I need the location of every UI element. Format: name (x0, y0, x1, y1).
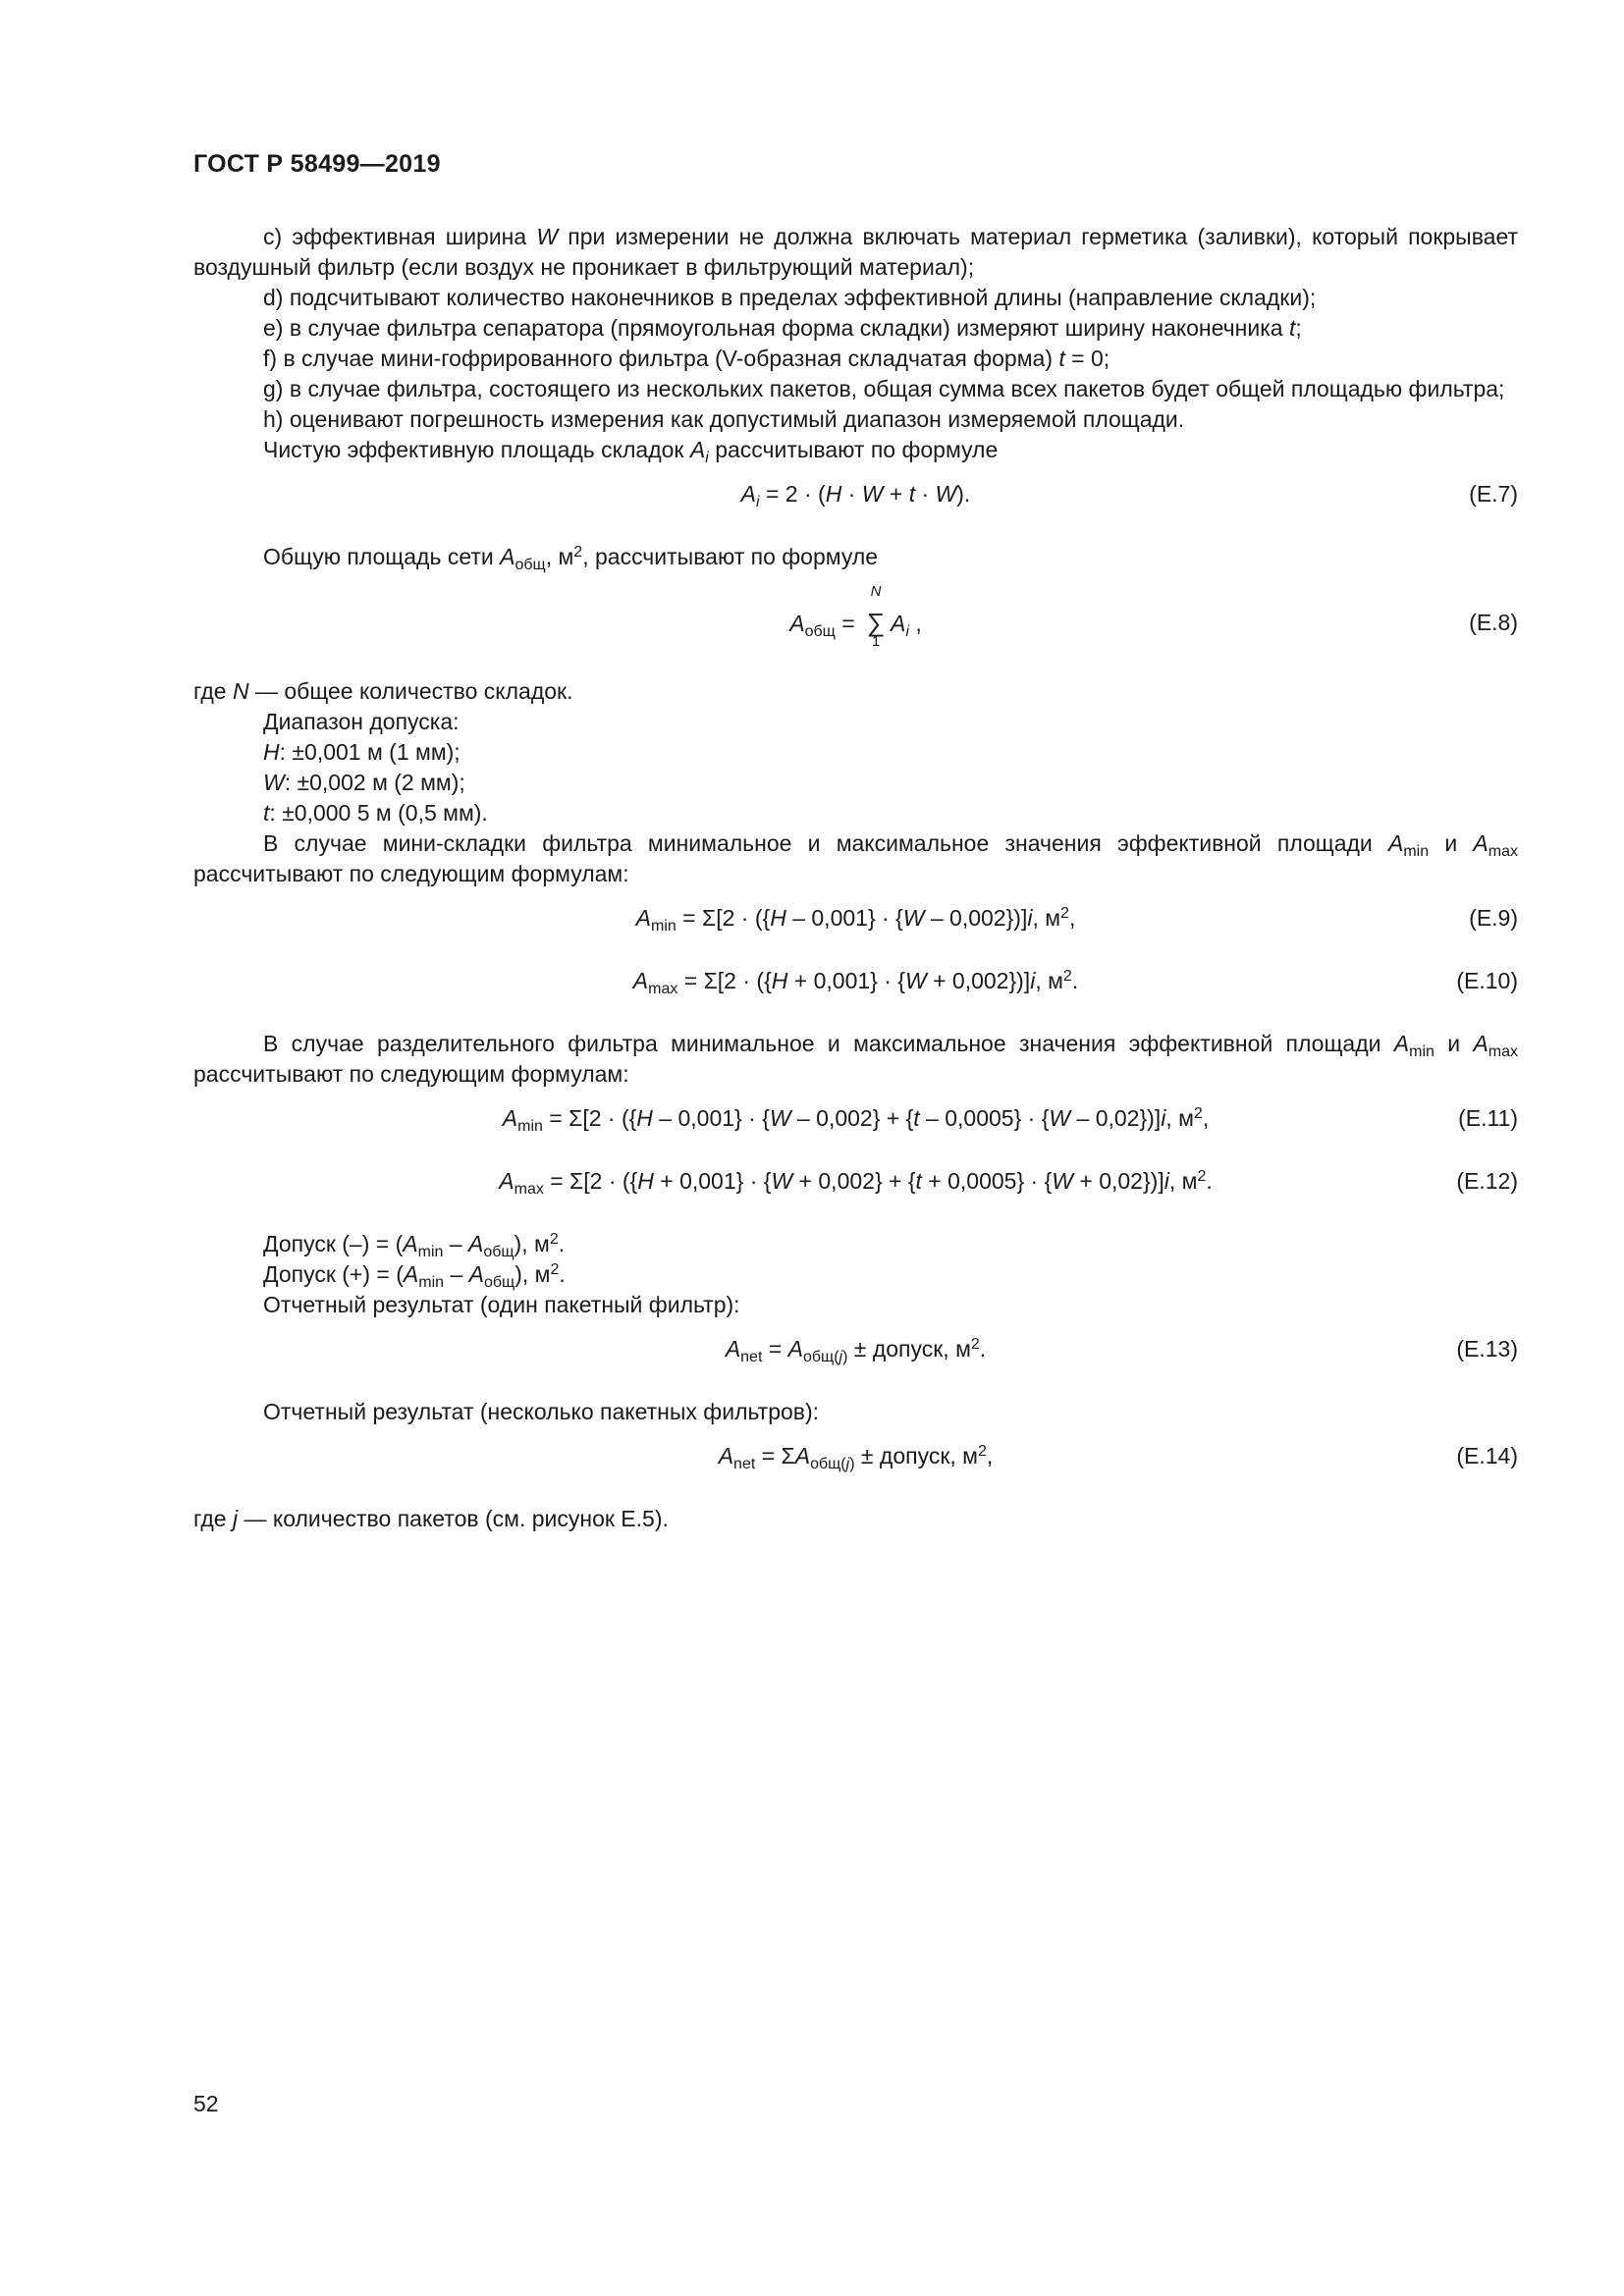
formula: $A_{net} = \Sigma A_{общ(j)}$ ± допуск, $м^2$, (718, 1443, 994, 1472)
list-item-d: d) подсчитывают количество наконечников в пределах эффективной длины (направление складки); (263, 285, 1317, 310)
equation-number: (Е.12) (1456, 1168, 1518, 1194)
formula: $A_{min} = \Sigma[2 \cdot (\{H - 0,001\} \cdot \{W - 0,002\})]i$, $м^2$, (635, 905, 1076, 934)
tolerance-w: W: ±0,002 м (2 мм); (263, 770, 465, 795)
formula: $A_{общ}$ = N ∑ 1 $A_i$ , (789, 583, 922, 650)
formula: $A_{net} = A_{общ(j)}$ ± допуск, $м^2$. (725, 1336, 987, 1365)
equation-number: (Е.10) (1456, 968, 1518, 993)
tolerance-t: t: ±0,000 5 м (0,5 мм). (263, 800, 488, 826)
document-body (193, 222, 1518, 1534)
summation-icon: N ∑ 1 (866, 583, 886, 650)
equation-e8 (193, 583, 1518, 667)
formula: $A_i = 2 \cdot (H \cdot W + t \cdot W)$. (740, 481, 971, 510)
tolerance-plus: Допуск (+) = $(A_{min} - A_{общ})$, $м^2$. (263, 1261, 566, 1291)
equation-number: (Е.8) (1469, 610, 1518, 635)
tolerance-minus: Допуск (–) = $(A_{min} - A_{общ})$, $м^2$. (263, 1231, 566, 1260)
where-j: где j — количество пакетов (см. рисунок Е.5). (193, 1506, 669, 1531)
equation-number: (Е.7) (1469, 481, 1518, 507)
equation-e12 (193, 1166, 1518, 1203)
formula: $A_{max} = \Sigma[2 \cdot (\{H + 0,001\} \cdot \{W + 0,002\} + \{t + 0,0005\} \cdot \{W + 0,02\})]i$, $м^2$. (499, 1168, 1213, 1198)
tolerance-h: H: ±0,001 м (1 мм); (263, 739, 460, 765)
equation-number: (Е.9) (1469, 905, 1518, 931)
equation-e10 (193, 966, 1518, 1003)
equation-e14 (193, 1441, 1518, 1478)
total-area-intro: Общую площадь сети $A_{общ}$, $м^2$, рассчитывают по формуле (263, 544, 879, 573)
list-item-f: f) в случае мини-гофрированного фильтра (V-образная складчатая форма) t = 0; (263, 346, 1110, 371)
equation-e7 (193, 479, 1518, 516)
list-item-c: c) эффективная ширина W при измерении не должна включать материал герметика (заливки), который покрывает воздушный фильтр (если воздух не проникает в фильтрующий материал); (193, 224, 1519, 280)
mini-pleat-intro: В случае мини-складки фильтра минимальное и максимальное значения эффективной площади $A_{min}$ и $A_{max}$ рассчитывают по следующим формулам: (193, 830, 1518, 886)
net-area-intro: Чистую эффективную площадь складок $A_i$ рассчитывают по формуле (263, 437, 999, 466)
tolerance-title: Диапазон допуска: (263, 709, 460, 734)
equation-e11 (193, 1103, 1518, 1141)
equation-e9 (193, 903, 1518, 940)
list-item-h: h) оценивают погрешность измерения как допустимый диапазон измеряемой площади. (263, 406, 1185, 432)
formula: $A_{min} = \Sigma[2 \cdot (\{H - 0,001\} \cdot \{W - 0,002\} + \{t - 0,0005\} \cdot \{W - 0,02\})]i$, $м^2$, (502, 1105, 1210, 1135)
report-single: Отчетный результат (один пакетный фильтр): (263, 1292, 740, 1317)
equation-e13 (193, 1334, 1518, 1371)
equation-number: (Е.11) (1458, 1105, 1518, 1131)
page-number: 52 (193, 2091, 219, 2116)
document-header: ГОСТ Р 58499—2019 (193, 150, 441, 178)
formula: $A_{max} = \Sigma[2 \cdot (\{H + 0,001\} \cdot \{W + 0,002\})]i$, $м^2$. (632, 968, 1079, 997)
equation-number: (Е.14) (1456, 1443, 1518, 1468)
separator-intro: В случае разделительного фильтра минимальное и максимальное значения эффективной площади $A_{min}$ и $A_{max}$ рассчитывают по следующим формулам: (193, 1031, 1519, 1087)
report-multi: Отчетный результат (несколько пакетных фильтров): (263, 1399, 820, 1424)
where-n: где N — общее количество складок. (193, 678, 573, 704)
list-item-e: e) в случае фильтра сепаратора (прямоугольная форма складки) измеряют ширину наконечника t; (263, 315, 1302, 341)
equation-number: (Е.13) (1456, 1336, 1518, 1362)
list-item-g: g) в случае фильтра, состоящего из нескольких пакетов, общая сумма всех пакетов будет общей площадью фильтра; (263, 376, 1505, 401)
